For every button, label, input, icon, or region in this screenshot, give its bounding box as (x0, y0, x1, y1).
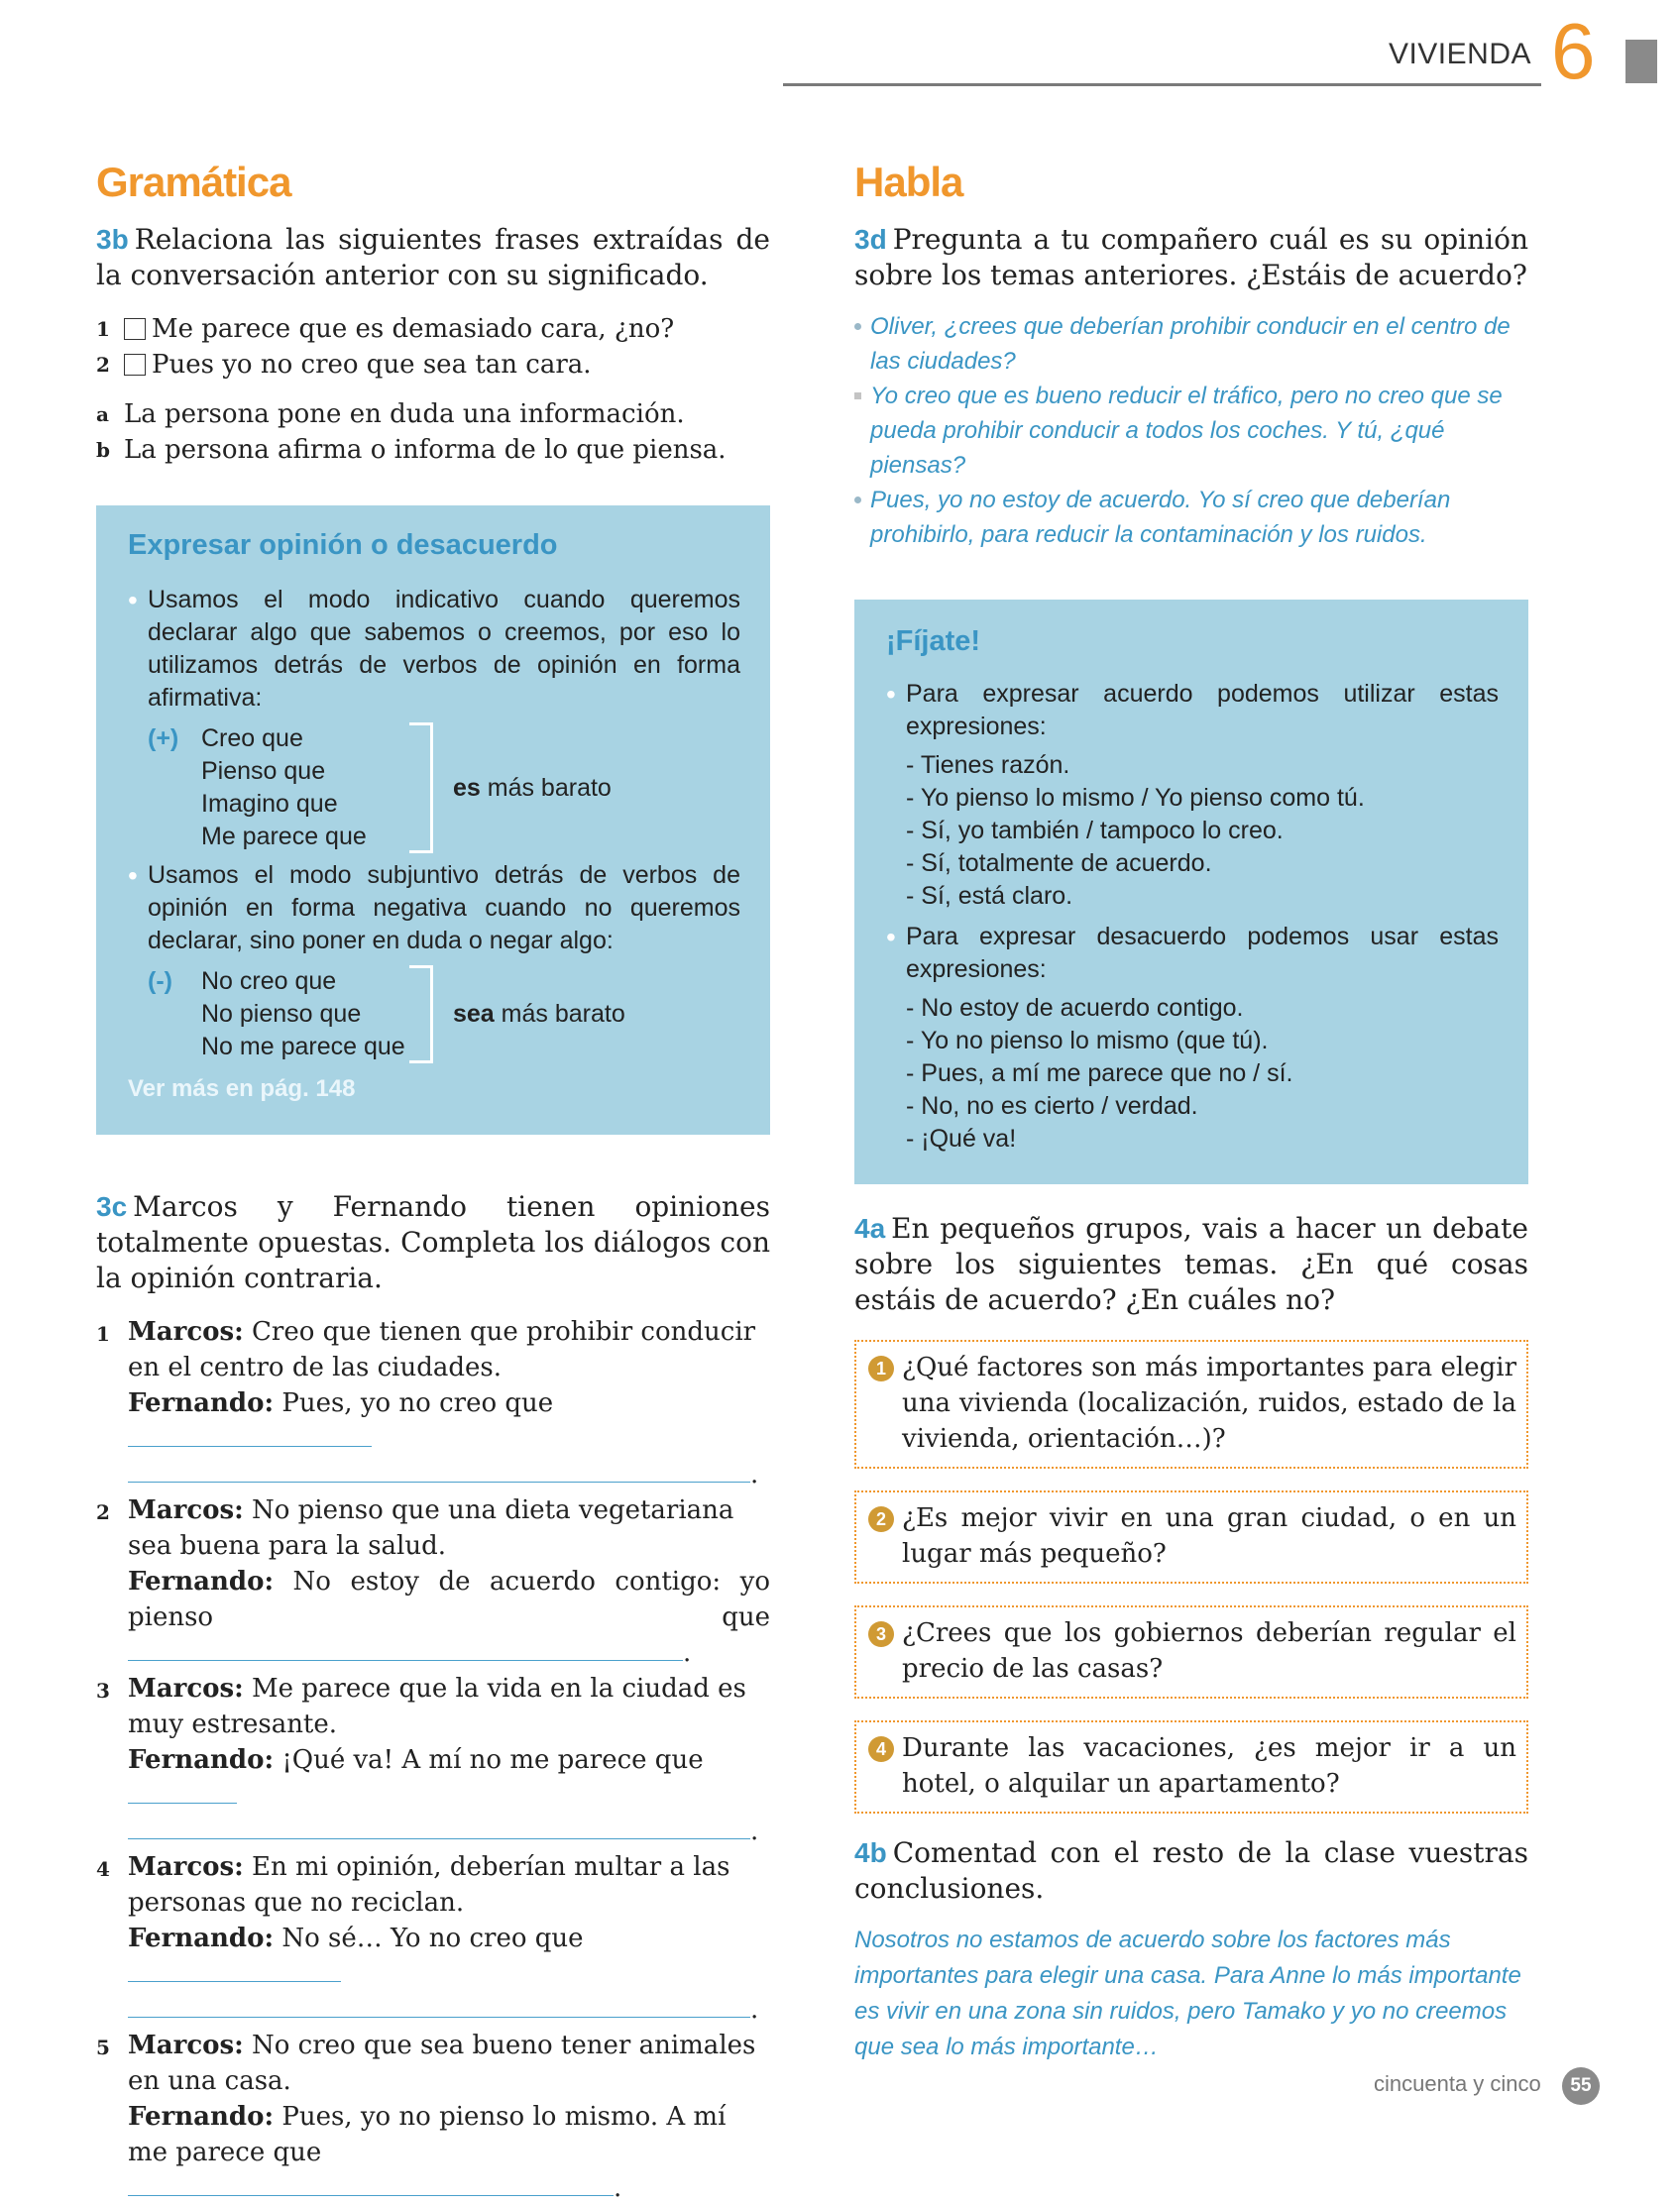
instruction-text: En pequeños grupos, vais a hacer un debate sobre los siguientes temas. ¿En qué cosas estáis de acuerdo? ¿En cuáles no? (854, 1212, 1528, 1316)
exercise-number: 3b (96, 224, 129, 255)
exercise-3d-instruction (854, 222, 1528, 293)
agree-expressions: - Tienes razón. - Yo pienso lo mismo / Yo pienso como tú. - Sí, yo también / tampoco lo creo. - Sí, totalmente de acuerdo. - Sí, está claro. (906, 751, 1365, 910)
bracket (409, 722, 433, 853)
dialog-item: 2 Marcos: No pienso que una dieta vegetariana sea buena para la salud. Fernando: No estoy de acuerdo contigo: yo pienso que . (96, 1495, 770, 1668)
unit-title: VIVIENDA (1388, 38, 1531, 70)
negative-examples (148, 965, 740, 1063)
page-number-badge: 55 (1562, 2067, 1600, 2105)
answer-blank[interactable] (128, 1421, 372, 1447)
grammar-rule-indicative: • Usamos el modo indicativo cuando queremos declarar algo que sabemos o creemos, por eso lo utilizamos detrás de verbos de opinión en forma afirmativa: (128, 584, 740, 715)
dialog-item: 4 Marcos: En mi opinión, deberían multar a las personas que no reciclan. Fernando: No sé… Yo no creo que . (96, 1852, 759, 2025)
topic-number: 3 (868, 1621, 894, 1647)
list-item: 2 Pues yo no creo que sea tan cara. (96, 350, 592, 380)
disagree-intro: • Para expresar desacuerdo podemos usar estas expresiones: (886, 921, 1499, 986)
section-title-gramatica: Gramática (96, 159, 291, 205)
answer-checkbox[interactable] (124, 318, 146, 340)
agree-intro: • Para expresar acuerdo podemos utilizar estas expresiones: (886, 678, 1499, 743)
dialog-line: Yo creo que es bueno reducir el tráfico, pero no creo que se pueda prohibir conducir a todos los coches. Y tú, ¿qué piensas? (854, 379, 1528, 483)
answer-blank[interactable] (128, 1814, 750, 1839)
see-more-link[interactable]: Ver más en pág. 148 (128, 1075, 356, 1102)
right-column (854, 159, 1528, 552)
unit-tab-marker (1625, 40, 1657, 83)
answer-blank[interactable] (128, 2170, 614, 2196)
example-answer: Nosotros no estamos de acuerdo sobre los factores más importantes para elegir una casa. Para Anne lo más importante es vivir en una zona sin ruidos, pero Tamako y yo no creemos que sea lo más importante… (854, 1927, 1521, 2060)
instruction-text: Marcos y Fernando tienen opiniones totalmente opuestas. Completa los diálogos con la opinión contraria. (96, 1190, 770, 1294)
phrase-list: No creo que No pienso que No me parece que (201, 967, 405, 1060)
debate-topic: 2 ¿Es mejor vivir en una gran ciudad, o en un lugar más pequeño? (854, 1490, 1528, 1584)
dialog-line: Oliver, ¿crees que deberían prohibir conducir en el centro de las ciudades? (854, 309, 1528, 379)
list-item: 1 Me parece que es demasiado cara, ¿no? (96, 314, 675, 344)
sample-dialog (854, 309, 1528, 552)
instruction-text: Comentad con el resto de la clase vuestras conclusiones. (854, 1836, 1528, 1905)
negative-sign: (-) (148, 967, 172, 995)
dialog-list (96, 1314, 770, 2206)
dialog-item: 1 Marcos: Creo que tienen que prohibir conducir en el centro de las ciudades. Fernando: Pues, yo no creo que . (96, 1317, 759, 1489)
left-column (96, 159, 770, 468)
answer-blank[interactable] (128, 1956, 341, 1982)
instruction-text: Relaciona las siguientes frases extraídas de la conversación anterior con su significado. (96, 223, 770, 291)
exercise-number: 3d (854, 224, 887, 255)
header-rule (783, 83, 1541, 86)
answer-blank[interactable] (128, 1457, 750, 1483)
debate-topics (854, 1340, 1528, 1814)
dialog-line: Pues, yo no estoy de acuerdo. Yo sí creo que deberían prohibirlo, para reducir la contaminación y los ruidos. (854, 483, 1528, 552)
disagree-expressions: - No estoy de acuerdo contigo. - Yo no pienso lo mismo (que tú). - Pues, a mí me parece que no / sí. - No, no es cierto / verdad. - ¡Qué va! (906, 994, 1293, 1153)
exercise-4a-instruction (854, 1211, 1528, 1318)
box-title: ¡Fíjate! (886, 625, 981, 657)
positive-sign: (+) (148, 724, 179, 752)
exercise-4 (854, 1211, 1528, 2065)
topic-number: 4 (868, 1736, 894, 1762)
grammar-box-opinion (96, 505, 770, 1135)
exercise-number: 4b (854, 1837, 887, 1868)
answer-blank[interactable] (128, 1635, 683, 1661)
list-item: b La persona afirma o informa de lo que piensa. (96, 435, 727, 465)
exercise-3b-items (96, 311, 770, 468)
fijate-box (854, 600, 1528, 1184)
example-result: sea más barato (453, 1000, 625, 1028)
exercise-3c (96, 1189, 770, 2206)
exercise-number: 3c (96, 1191, 128, 1222)
unit-number: 6 (1551, 7, 1596, 95)
dialog-item: 5 Marcos: No creo que sea bueno tener animales en una casa. Fernando: Pues, yo no pienso lo mismo. A mí me parece que . (96, 2031, 756, 2203)
exercise-number: 4a (854, 1213, 886, 1244)
exercise-3b-instruction (96, 222, 770, 293)
topic-number: 1 (868, 1356, 894, 1381)
instruction-text: Pregunta a tu compañero cuál es su opinión sobre los temas anteriores. ¿Estáis de acuerdo? (854, 223, 1528, 291)
exercise-4b-instruction (854, 1835, 1528, 1907)
answer-blank[interactable] (128, 1778, 237, 1804)
dialog-item: 3 Marcos: Me parece que la vida en la ciudad es muy estresante. Fernando: ¡Qué va! A mí no me parece que . (96, 1674, 759, 1846)
debate-topic: 4 Durante las vacaciones, ¿es mejor ir a un hotel, o alquilar un apartamento? (854, 1720, 1528, 1814)
example-result: es más barato (453, 773, 612, 802)
debate-topic: 3 ¿Crees que los gobiernos deberían regular el precio de las casas? (854, 1605, 1528, 1699)
answer-blank[interactable] (128, 1992, 750, 2018)
section-title-habla: Habla (854, 159, 963, 205)
box-title: Expresar opinión o desacuerdo (128, 529, 558, 561)
positive-examples (148, 722, 740, 853)
bracket (409, 965, 433, 1063)
topic-number: 2 (868, 1506, 894, 1532)
list-item: a La persona pone en duda una información. (96, 399, 685, 429)
phrase-list: Creo que Pienso que Imagino que Me parece que (201, 724, 367, 850)
exercise-3c-instruction (96, 1189, 770, 1296)
debate-topic: 1 ¿Qué factores son más importantes para elegir una vivienda (localización, ruidos, estado de la vivienda, orientación…)? (854, 1340, 1528, 1469)
grammar-rule-subjunctive: • Usamos el modo subjuntivo detrás de verbos de opinión en forma negativa cuando no queremos declarar, sino poner en duda o negar algo: (128, 859, 740, 957)
page-number-words: cincuenta y cinco (1374, 2071, 1541, 2096)
answer-checkbox[interactable] (124, 354, 146, 376)
